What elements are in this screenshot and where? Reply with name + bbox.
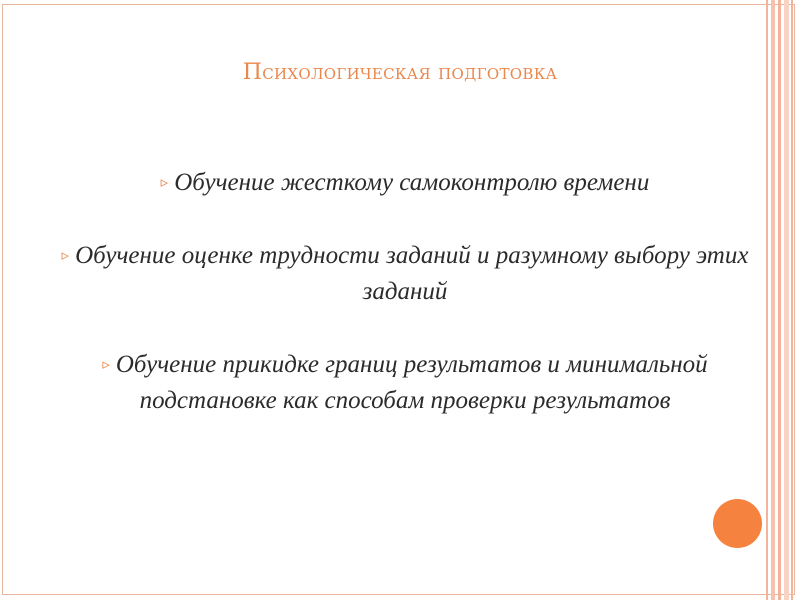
decorative-stripe (766, 0, 768, 600)
decorative-stripe (771, 0, 775, 600)
bullet-item-text: Обучение жесткому самоконтролю времени (174, 169, 650, 196)
bullet-item (50, 237, 760, 310)
bullet-item (50, 346, 760, 419)
arrow-bullet-icon: ▹ (160, 173, 169, 191)
bullet-item-text: Обучение прикидке границ результатов и минимальной подстановке как способам проверки результатов (115, 351, 708, 414)
decorative-stripe (784, 0, 789, 600)
slide-title: Психологическая подготовка (242, 60, 558, 85)
bullet-item (50, 164, 760, 201)
arrow-bullet-icon: ▹ (61, 246, 70, 264)
circle-decoration (713, 499, 762, 548)
decorative-stripe (791, 0, 793, 600)
decorative-stripe (778, 0, 781, 600)
arrow-bullet-icon: ▹ (102, 355, 110, 373)
bullet-item-text: Обучение оценке трудности заданий и разумному выбору этих заданий (75, 242, 749, 305)
bullet-list (50, 164, 760, 419)
